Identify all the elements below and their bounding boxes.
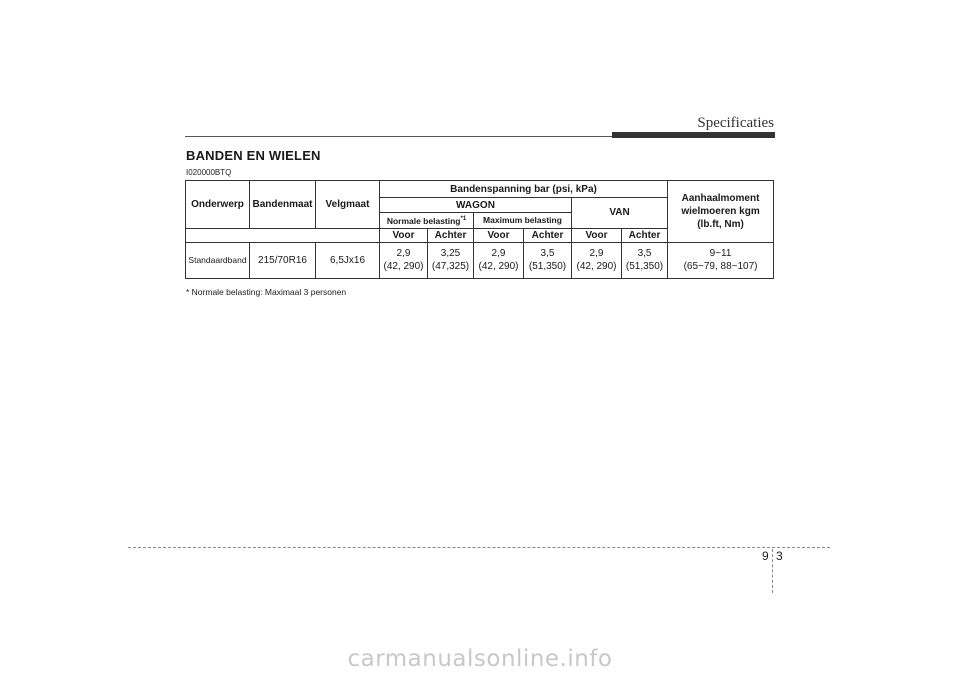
header-pressure: Bandenspanning bar (psi, kPa) [380, 181, 668, 198]
value-psi: (42, 290) [576, 261, 617, 273]
value-bar: 3,25 [440, 248, 461, 260]
value-bar: 3,5 [540, 248, 555, 260]
cell-torque [668, 242, 774, 278]
value-psi: (47,325) [431, 261, 470, 273]
header-bandenmaat: Bandenmaat [250, 181, 316, 229]
value-bar: 2,9 [589, 248, 604, 260]
page-separator [772, 549, 773, 593]
header-wagon: WAGON [380, 198, 572, 213]
header-wagon-maximum-voor: Voor [474, 228, 524, 242]
header-wagon-normale-voor: Voor [380, 228, 428, 242]
header-van-achter: Achter [622, 228, 668, 242]
page-header-title: Specificaties [697, 115, 774, 131]
section-title: BANDEN EN WIELEN [186, 148, 321, 163]
cell-bandenmaat: 215/70R16 [250, 242, 316, 278]
cell-van-voor [572, 242, 622, 278]
normale-label: Normale belasting [386, 215, 461, 226]
header-velgmaat: Velgmaat [316, 181, 380, 229]
specifications-table [185, 180, 774, 279]
cell-wagon-normale-voor [380, 242, 428, 278]
cell-van-achter [622, 242, 668, 278]
header-wagon-maximum-achter: Achter [524, 228, 572, 242]
value-bar: 2,9 [396, 248, 411, 260]
normale-footnote-mark: *1 [460, 216, 467, 222]
torque-lbft-nm: (65~79, 88~107) [683, 261, 758, 273]
header-wagon-normale-achter: Achter [428, 228, 474, 242]
footnote: * Normale belasting: Maximaal 3 personen [186, 287, 347, 297]
header-maximum-belasting: Maximum belasting [474, 213, 572, 229]
document-code: I020000BTQ [186, 168, 232, 177]
header-spacer [186, 228, 380, 242]
header-torque [668, 181, 774, 243]
footer-rule [128, 547, 830, 548]
header-torque-line-2: wielmoeren kgm [681, 205, 760, 217]
page-chapter: 9 [762, 549, 769, 563]
header-accent-bar [612, 132, 775, 138]
value-bar: 2,9 [491, 248, 506, 260]
value-psi: (51,350) [528, 261, 567, 273]
cell-onderwerp: Standaardband [186, 242, 250, 278]
cell-velgmaat: 6,5Jx16 [316, 242, 380, 278]
cell-wagon-maximum-voor [474, 242, 524, 278]
value-psi: (42, 290) [383, 261, 424, 273]
value-bar: 3,5 [637, 248, 652, 260]
header-onderwerp: Onderwerp [186, 181, 250, 229]
torque-kgm: 9~11 [709, 248, 732, 260]
value-psi: (42, 290) [478, 261, 519, 273]
cell-wagon-maximum-achter [524, 242, 572, 278]
cell-wagon-normale-achter [428, 242, 474, 278]
value-psi: (51,350) [625, 261, 664, 273]
header-van-voor: Voor [572, 228, 622, 242]
header-torque-line-3: (lb.ft, Nm) [697, 218, 744, 230]
page-number: 3 [776, 549, 783, 563]
watermark: carmanualsonline.info [347, 646, 613, 672]
header-van: VAN [572, 198, 668, 229]
header-normale-belasting [380, 213, 474, 229]
header-torque-line-1: Aanhaalmoment [681, 192, 760, 204]
